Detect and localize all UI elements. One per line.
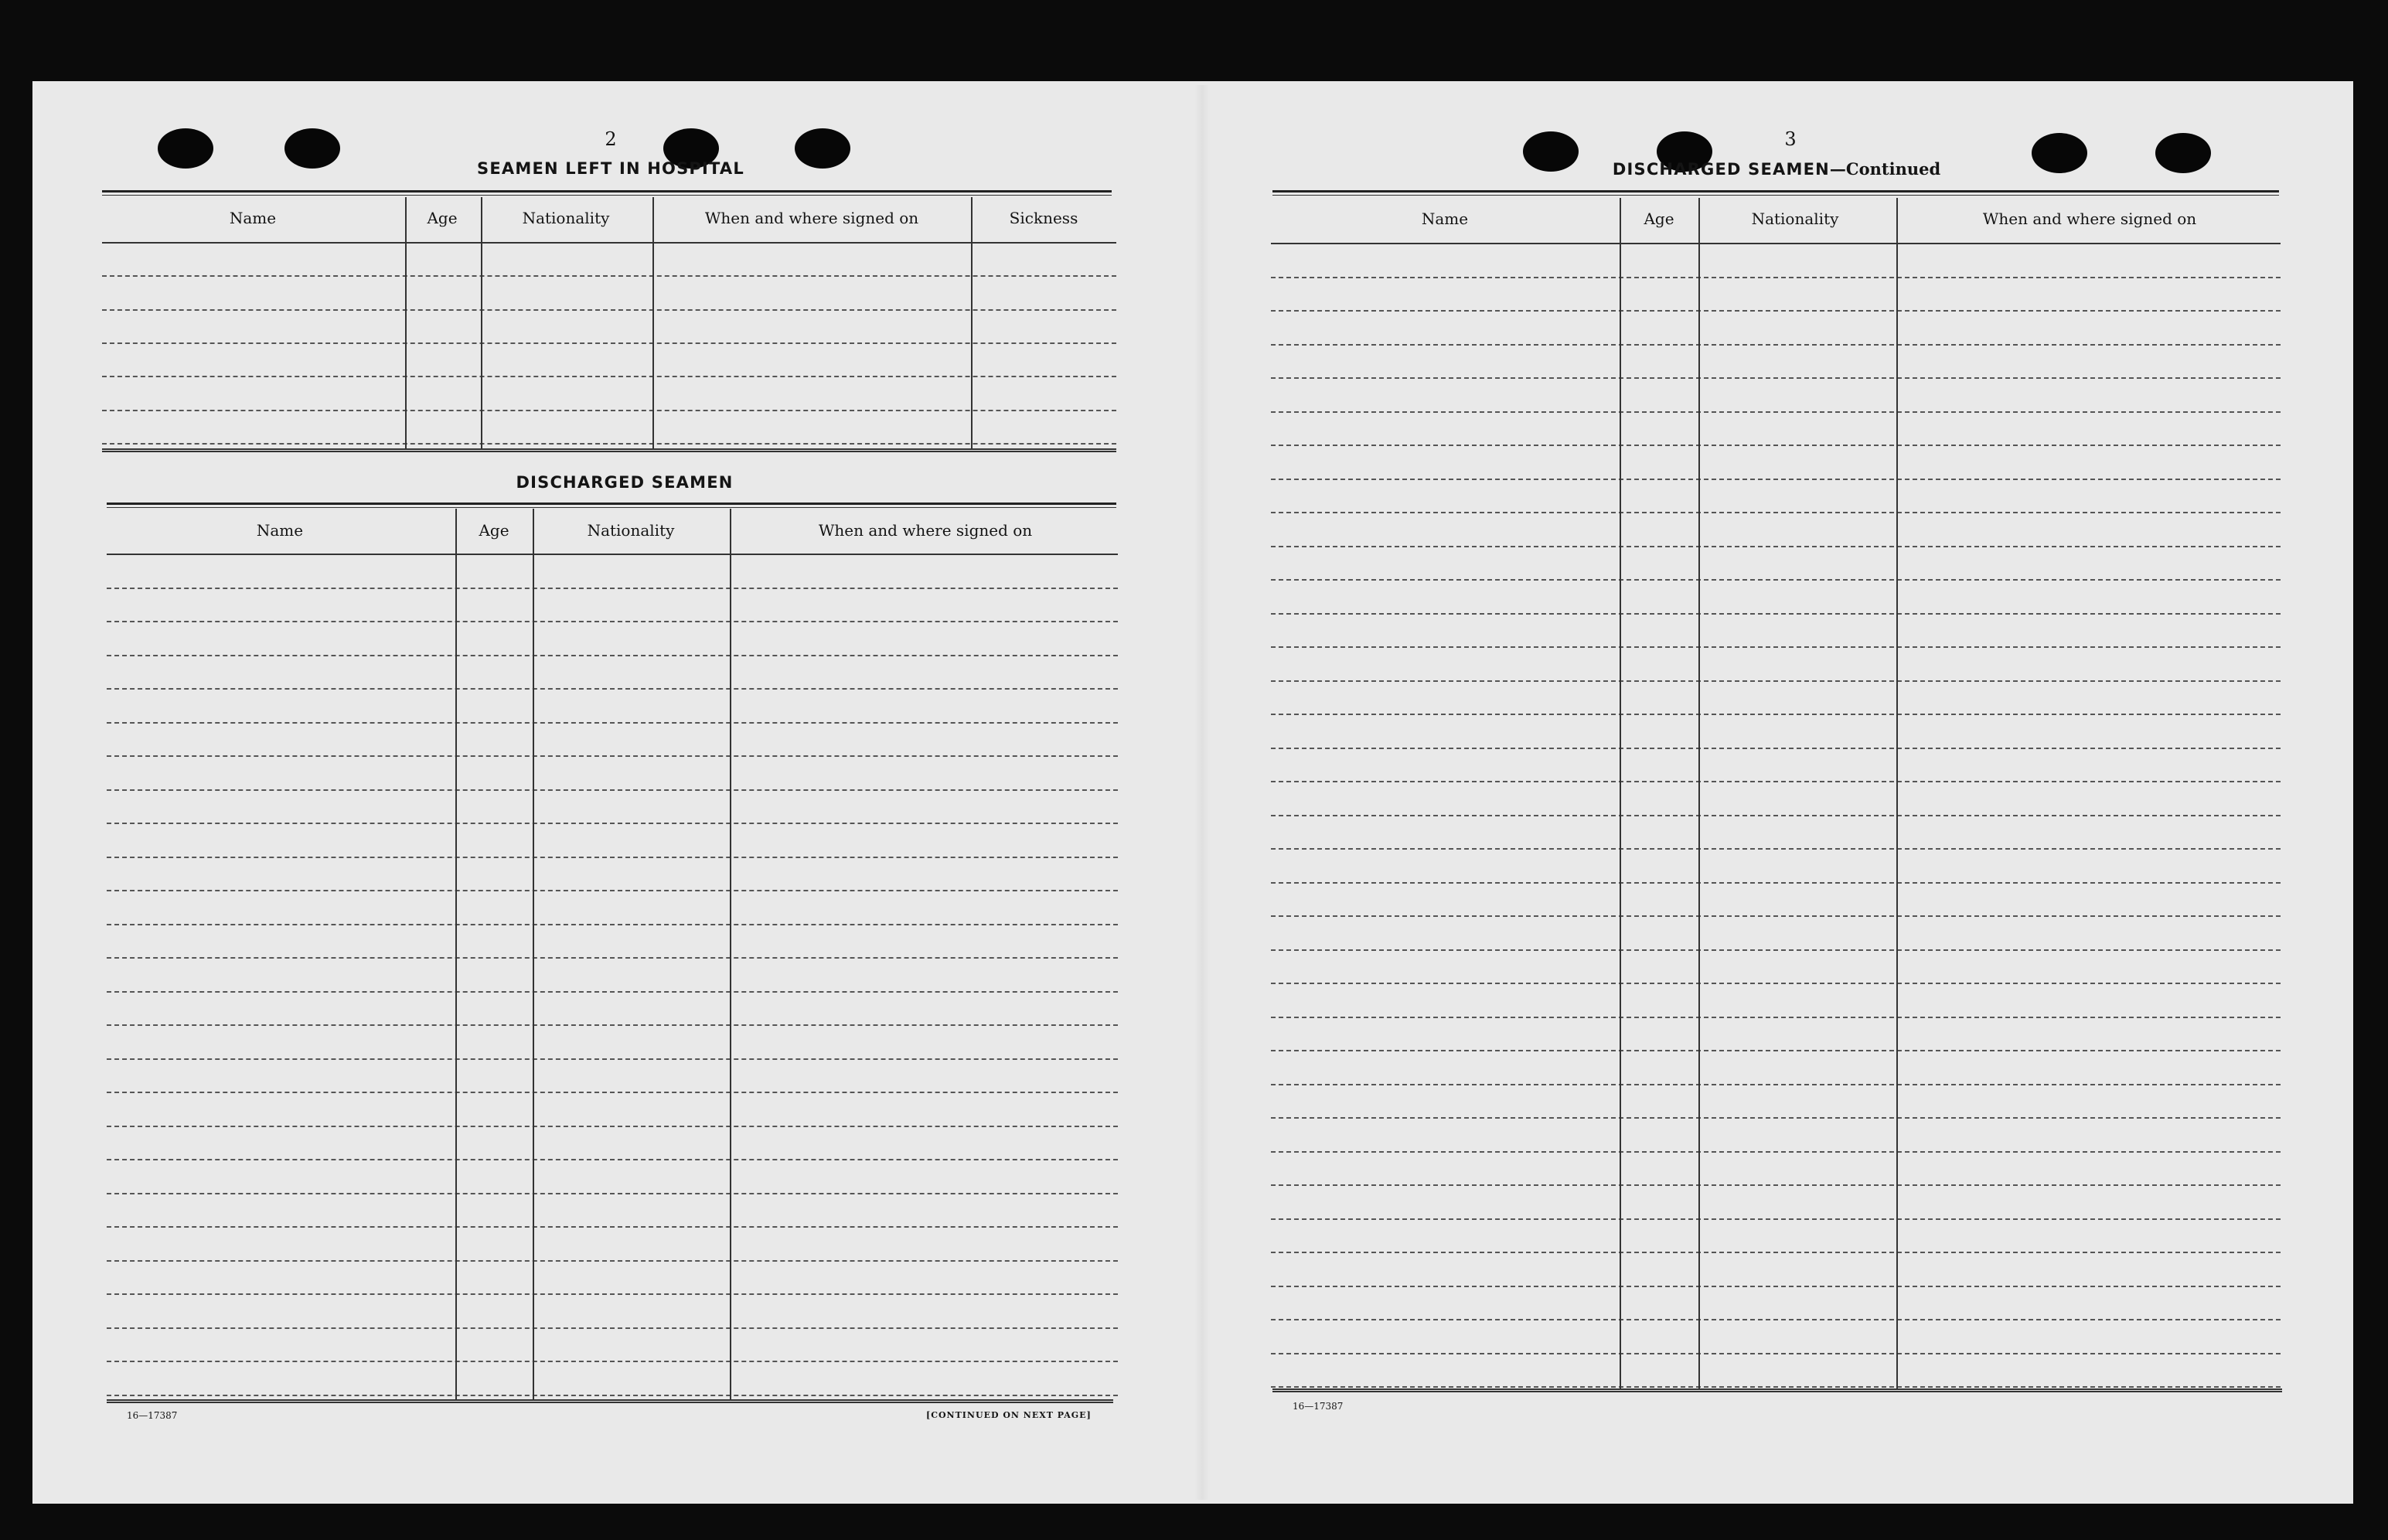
table-row[interactable] [107, 1226, 1118, 1228]
table-row[interactable] [107, 1327, 1118, 1329]
table-row[interactable] [107, 588, 1118, 589]
table-row[interactable] [1271, 1218, 2281, 1220]
col-header-age: Age [427, 209, 458, 227]
table-row[interactable] [107, 1126, 1118, 1127]
table-row[interactable] [1271, 277, 2281, 278]
table-row[interactable] [1271, 915, 2281, 917]
col-header-name: Name [229, 209, 277, 227]
continued-note: [CONTINUED ON NEXT PAGE] [926, 1410, 1092, 1420]
table-row[interactable] [102, 410, 1116, 411]
table-row[interactable] [107, 1024, 1118, 1026]
table-row[interactable] [1271, 1319, 2281, 1320]
ledger-sheet [32, 81, 2353, 1504]
col-header-age: Age [479, 521, 509, 540]
table-row[interactable] [1271, 411, 2281, 413]
table-row[interactable] [1271, 680, 2281, 682]
table-row[interactable] [107, 924, 1118, 925]
table-row[interactable] [1271, 1286, 2281, 1287]
table-row[interactable] [1271, 1151, 2281, 1153]
hospital-section-title: SEAMEN LEFT IN HOSPITAL [477, 159, 744, 178]
col-header-name: Name [256, 521, 304, 540]
table-row[interactable] [1271, 1084, 2281, 1085]
table-row[interactable] [1271, 983, 2281, 984]
table-row[interactable] [107, 991, 1118, 993]
punch-hole [158, 128, 213, 169]
table-row[interactable] [107, 1395, 1118, 1396]
table-row[interactable] [1271, 546, 2281, 547]
table-row[interactable] [107, 1293, 1118, 1295]
table-row[interactable] [1271, 377, 2281, 379]
table-row[interactable] [1271, 344, 2281, 346]
col-header-nationality: Nationality [1751, 210, 1839, 228]
page-fold [1194, 85, 1210, 1500]
col-header-sickness: Sickness [1009, 209, 1078, 227]
table-row[interactable] [107, 857, 1118, 858]
discharged-continued-title-suffix: —Continued [1829, 159, 1941, 179]
table-row[interactable] [1271, 1353, 2281, 1354]
table-row[interactable] [102, 342, 1116, 344]
table-row[interactable] [107, 688, 1118, 690]
table-row[interactable] [107, 1092, 1118, 1093]
table-row[interactable] [1271, 815, 2281, 816]
page-number-right: 3 [1784, 128, 1797, 150]
table-row[interactable] [107, 823, 1118, 824]
table-row[interactable] [102, 275, 1116, 277]
table-row[interactable] [107, 957, 1118, 959]
form-number-right: 16—17387 [1293, 1401, 1344, 1412]
discharged-section-title: DISCHARGED SEAMEN [516, 473, 734, 492]
table-row[interactable] [1271, 579, 2281, 581]
punch-hole [2032, 133, 2087, 173]
table-row[interactable] [107, 1058, 1118, 1060]
col-header-nationality: Nationality [522, 209, 610, 227]
discharged-continued-title [1613, 159, 1940, 179]
table-row[interactable] [1271, 1386, 2281, 1388]
table-row[interactable] [1271, 1184, 2281, 1186]
table-row[interactable] [102, 443, 1116, 445]
table-row[interactable] [107, 755, 1118, 757]
table-row[interactable] [1271, 848, 2281, 850]
table-row[interactable] [102, 376, 1116, 377]
table-row[interactable] [1271, 748, 2281, 749]
table-row[interactable] [1271, 1017, 2281, 1018]
table-row[interactable] [1271, 646, 2281, 648]
col-header-when-where: When and where signed on [818, 521, 1033, 540]
table-row[interactable] [1271, 949, 2281, 951]
col-header-nationality: Nationality [587, 521, 675, 540]
punch-hole [2155, 133, 2211, 173]
table-row[interactable] [1271, 882, 2281, 884]
table-row[interactable] [1271, 1050, 2281, 1051]
table-row[interactable] [1271, 512, 2281, 513]
col-header-age: Age [1644, 210, 1674, 228]
table-row[interactable] [1271, 613, 2281, 615]
table-row[interactable] [107, 655, 1118, 656]
table-row[interactable] [107, 621, 1118, 622]
table-row[interactable] [1271, 1252, 2281, 1253]
table-row[interactable] [107, 1159, 1118, 1160]
table-row[interactable] [102, 309, 1116, 311]
table-row[interactable] [1271, 714, 2281, 715]
col-header-when-where: When and where signed on [1982, 210, 2197, 228]
col-header-when-where: When and where signed on [704, 209, 919, 227]
table-row[interactable] [1271, 781, 2281, 782]
col-header-name: Name [1421, 210, 1469, 228]
punch-hole [284, 128, 340, 169]
table-row[interactable] [107, 722, 1118, 724]
table-row[interactable] [107, 1361, 1118, 1362]
table-row[interactable] [107, 890, 1118, 891]
discharged-continued-title-main: DISCHARGED SEAMEN [1612, 160, 1830, 179]
table-row[interactable] [1271, 479, 2281, 480]
table-row[interactable] [107, 1193, 1118, 1194]
punch-hole [1523, 131, 1579, 172]
table-row[interactable] [107, 789, 1118, 791]
table-row[interactable] [1271, 310, 2281, 312]
form-number-left: 16—17387 [127, 1410, 178, 1421]
table-row[interactable] [1271, 1117, 2281, 1119]
punch-hole [795, 128, 850, 169]
table-row[interactable] [107, 1260, 1118, 1262]
table-row[interactable] [1271, 445, 2281, 446]
page-number-left: 2 [605, 128, 617, 150]
